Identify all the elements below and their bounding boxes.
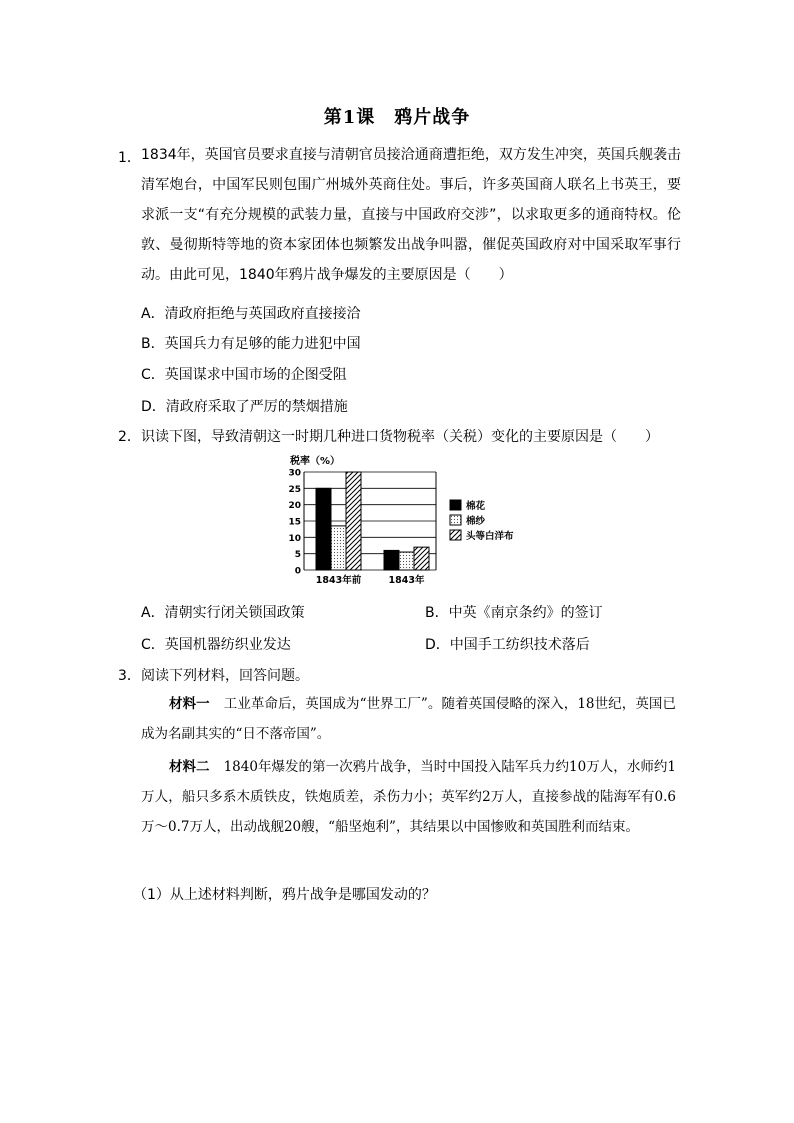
- y-tick-label: 10: [288, 533, 301, 544]
- question-3-number: 3．: [118, 668, 141, 684]
- legend-label: 棉花: [466, 501, 486, 512]
- y-tick-label: 15: [288, 517, 301, 528]
- legend-swatch: [450, 515, 461, 525]
- material-2: [141, 752, 676, 842]
- x-axis-labels: [316, 574, 425, 586]
- question-1-text: 1834年，英国官员要求直接与清朝官员接洽通商遭拒绝，双方发生冲突，英国兵舰袭击清军炮台，中国军民则包围广州城外英商住处。事后，许多英国商人联名上书英王，要求派一支“有充分规模的武装力量，直接与中国政府交涉”，以求取更多的通商特权。伦敦、曼彻斯特等地的资本家团体也频繁发出战争叫嚣，催促英国政府对中国采取军事行动。由此可见，1840年鸦片战争爆发的主要原因是（ ）: [141, 147, 681, 283]
- page-title: 第1课 鸦片战争: [323, 107, 471, 128]
- legend-label: 头等白洋布: [466, 531, 514, 542]
- y-tick-label: 5: [294, 550, 301, 561]
- question-1-number: 1．: [118, 150, 141, 166]
- q1-option-b: B．英国兵力有足够的能力进犯中国: [141, 336, 361, 352]
- q2-option-d: D．中国手工纺织技术落后: [425, 637, 590, 653]
- legend-swatch: [450, 500, 461, 510]
- material-1-label: 材料一: [169, 696, 210, 712]
- bar-棉纱-1843年前: [331, 526, 346, 570]
- y-tick-label: 0: [294, 566, 301, 577]
- material-2-label: 材料二: [169, 759, 210, 775]
- bar-头等白洋布-1843年: [414, 547, 429, 570]
- bar-棉花-1843年: [384, 550, 399, 570]
- q1-option-a: A．清政府拒绝与英国政府直接接洽: [141, 306, 361, 322]
- chart-ylabel: 税率（%）: [290, 456, 341, 467]
- material-2-text: 1840年爆发的第一次鸦片战争，当时中国投入陆军兵力约10万人，水师约1万人，船只多系木质铁皮，铁炮质差，杀伤力小；英军约2万人，直接参战的陆海军有0.6万～0.7万人，出动战舰20艘，“船坚炮利”，其结果以中国惨败和英国胜利而结束。: [141, 759, 676, 835]
- y-tick-label: 20: [288, 501, 301, 512]
- question-3-sub-1: （1）从上述材料判断，鸦片战争是哪国发动的？: [133, 887, 436, 903]
- x-tick-label: 1843年: [388, 575, 425, 586]
- q2-option-b: B．中英《南京条约》的签订: [425, 605, 603, 621]
- question-2-number: 2．: [118, 429, 141, 445]
- question-2-text: 识读下图，导致清朝这一时期几种进口货物税率（关税）变化的主要原因是（ ）: [141, 429, 659, 445]
- legend-label: 棉纱: [466, 516, 486, 527]
- bar-棉纱-1843年: [399, 552, 414, 570]
- y-tick-label: 25: [288, 484, 301, 495]
- legend-swatch: [450, 530, 461, 540]
- tariff-bar-chart: [288, 452, 538, 592]
- q2-option-a: A．清朝实行闭关锁国政策: [141, 605, 305, 621]
- q1-option-d: D．清政府采取了严厉的禁烟措施: [141, 399, 348, 415]
- material-1-text: 工业革命后，英国成为“世界工厂”。随着英国侵略的深入，18世纪，英国已成为名副其实的“日不落帝国”。: [141, 696, 677, 742]
- y-tick-label: 30: [288, 468, 301, 479]
- q1-option-c: C．英国谋求中国市场的企图受阻: [141, 367, 347, 383]
- q2-option-c: C．英国机器纺织业发达: [141, 637, 291, 653]
- material-1: [141, 689, 676, 749]
- bar-棉花-1843年前: [316, 488, 331, 570]
- question-3-text: 阅读下列材料，回答问题。: [141, 668, 309, 684]
- chart-legend: [450, 500, 514, 542]
- x-tick-label: 1843年前: [315, 575, 362, 586]
- bar-头等白洋布-1843年前: [346, 472, 361, 570]
